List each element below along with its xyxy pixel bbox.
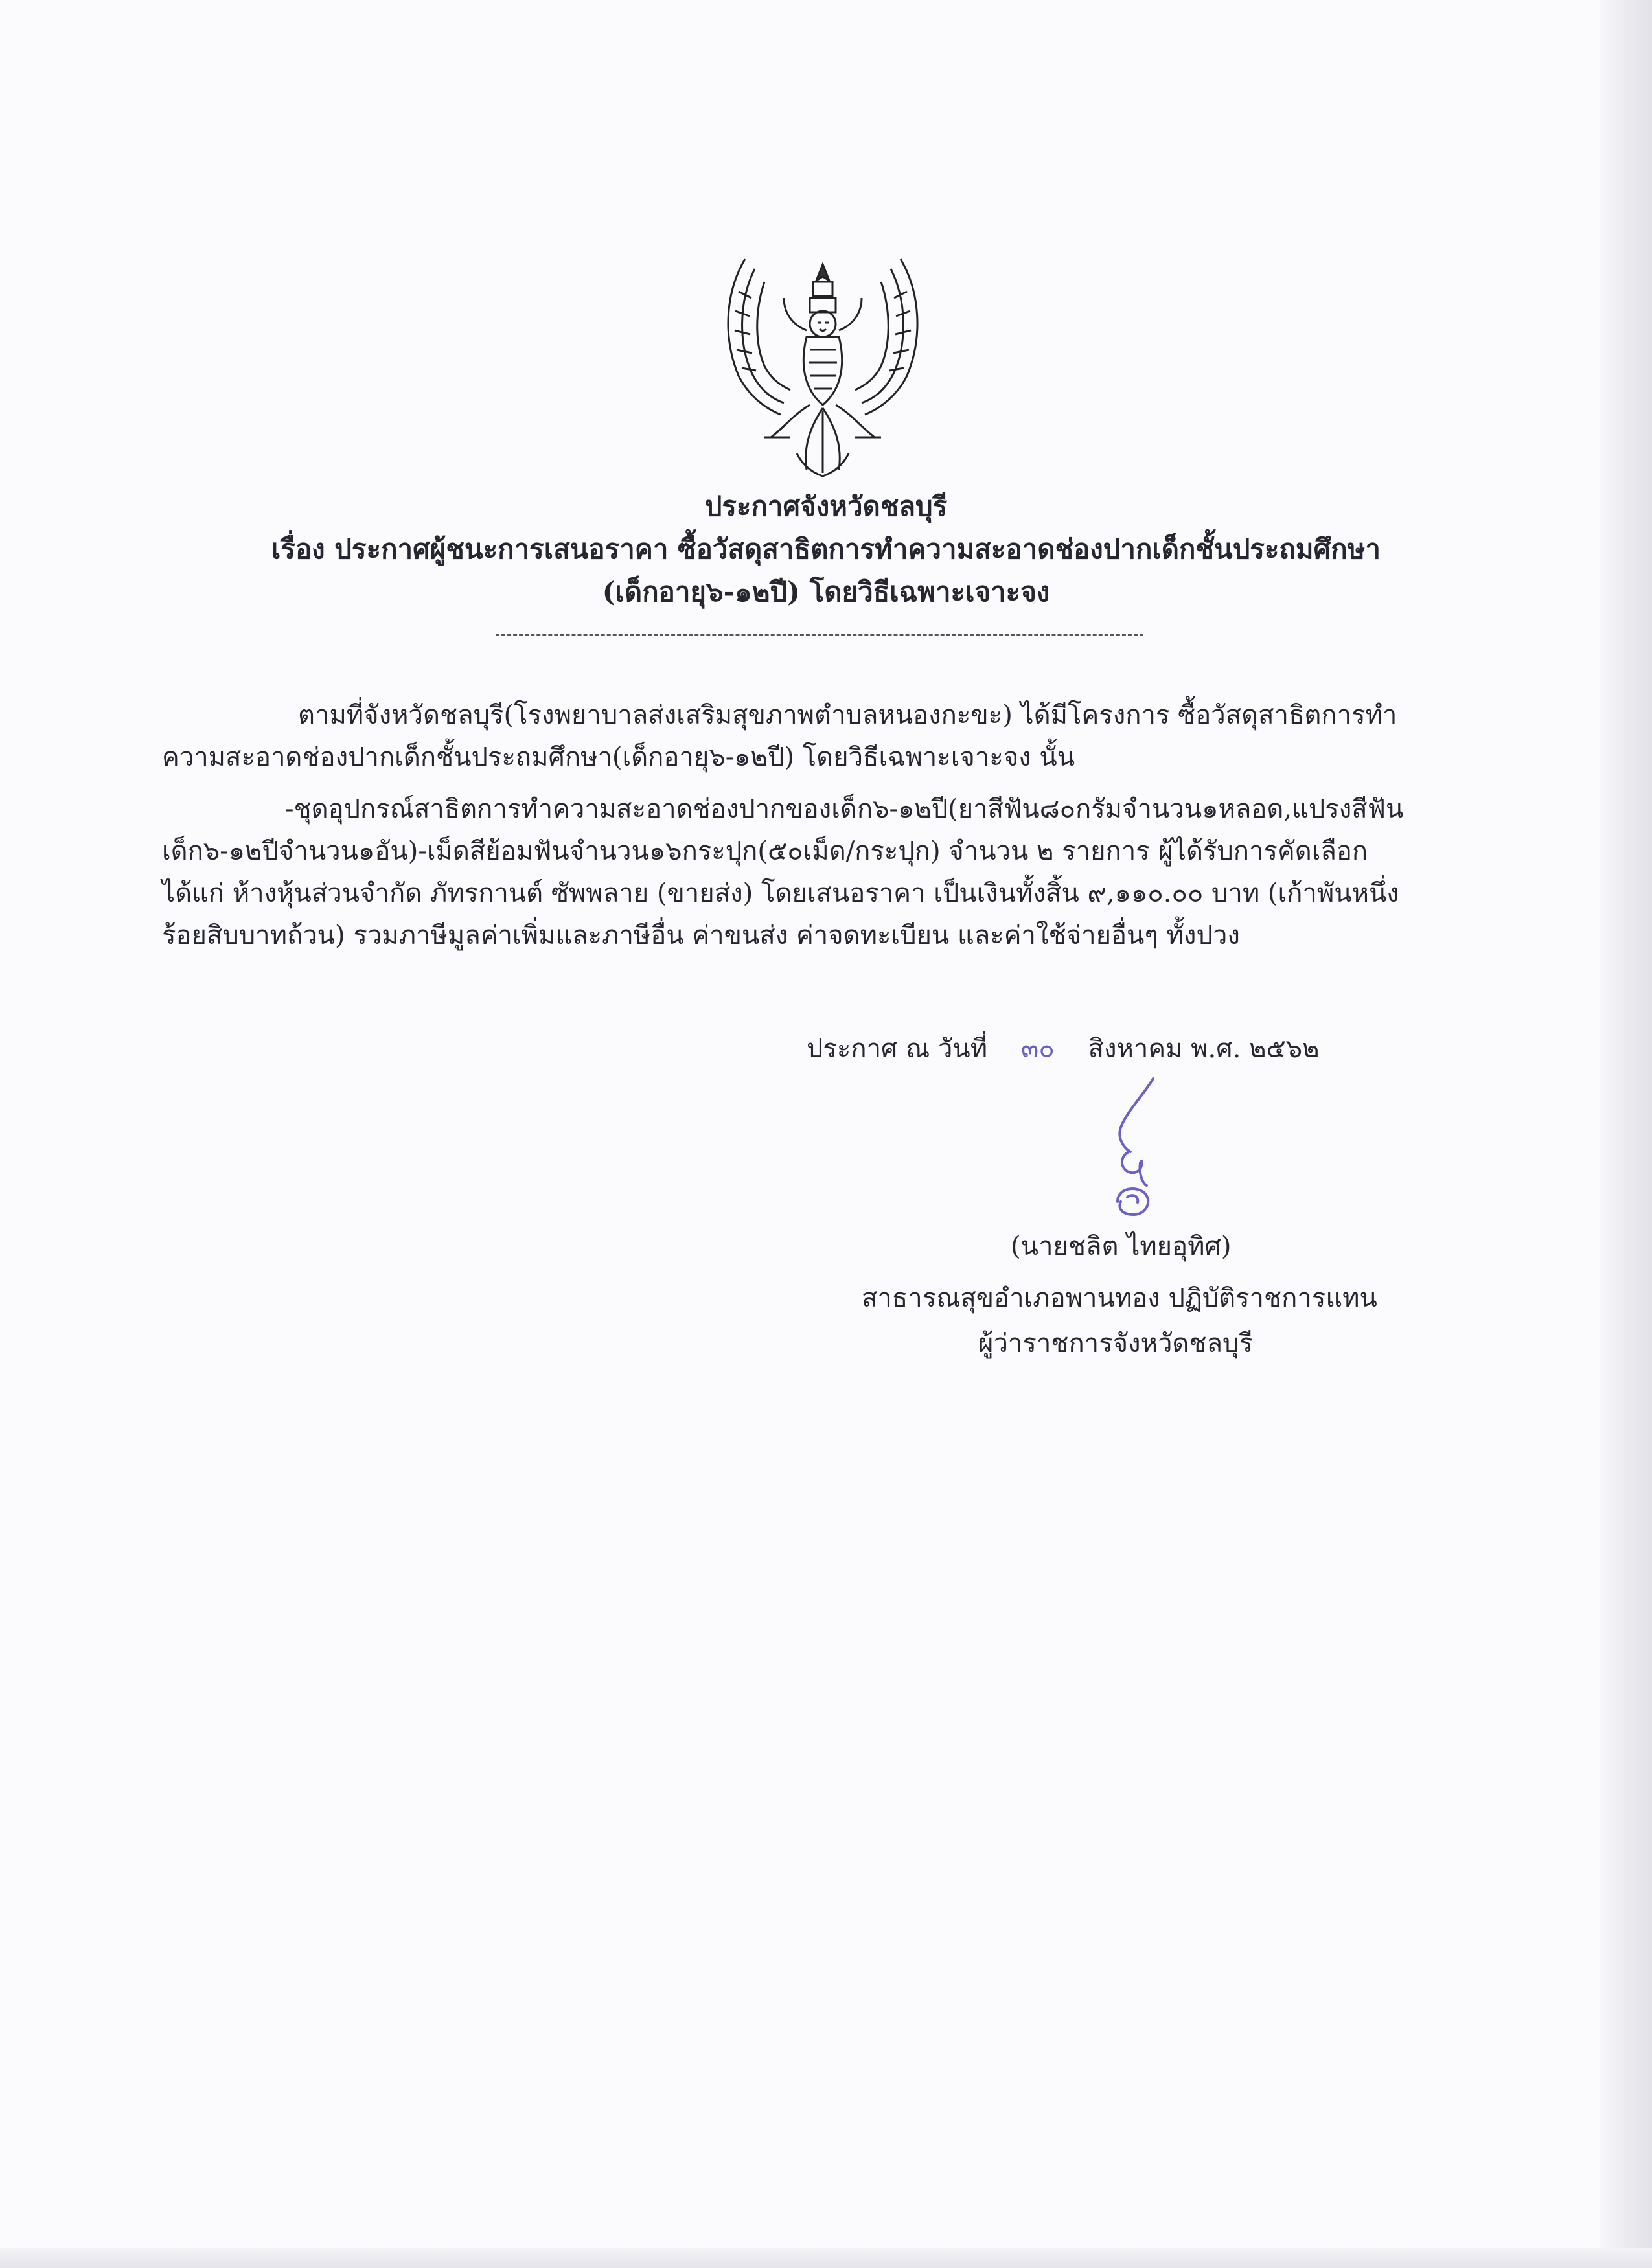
- paragraph-1-line-2: ความสะอาดช่องปากเด็กชั้นประถมศึกษา(เด็กอายุ๖-๑๒ปี) โดยวิธีเฉพาะเจาะจง นั้น: [162, 742, 1075, 772]
- scan-edge-shadow: [1600, 0, 1652, 2268]
- announcement-title: ประกาศจังหวัดชลบุรี: [704, 490, 948, 522]
- signatory-position-2: ผู้ว่าราชการจังหวัดชลบุรี: [978, 1329, 1253, 1358]
- handwritten-signature-icon: [1082, 1075, 1179, 1224]
- date-line: [807, 1030, 1320, 1068]
- announcement-subject-cont: (เด็กอายุ๖-๑๒ปี) โดยวิธีเฉพาะเจาะจง: [602, 576, 1050, 608]
- scan-bottom-shadow: [0, 2248, 1652, 2268]
- paragraph-2-line-1: -ชุดอุปกรณ์สาธิตการทำความสะอาดช่องปากของเด็ก๖-๑๒ปี(ยาสีฟัน๘๐กรัมจำนวน๑หลอด,แปรงสีฟัน: [285, 794, 1404, 824]
- paragraph-1-line-1: ตามที่จังหวัดชลบุรี(โรงพยาบาลส่งเสริมสุขภาพตำบลหนองกะขะ) ได้มีโครงการ ซื้อวัสดุสาธิตการทำ: [298, 700, 1397, 730]
- handwritten-day: ๓๐: [1020, 1034, 1055, 1064]
- paragraph-2-line-2: เด็ก๖-๑๒ปีจำนวน๑อัน)-เม็ดสีย้อมฟันจำนวน๑๖กระปุก(๕๐เม็ด/กระปุก) จำนวน ๒ รายการ ผู้ได้รับการคัดเลือก: [162, 836, 1368, 866]
- garuda-emblem-icon: [719, 253, 926, 479]
- paragraph-2-line-3: ได้แก่ ห้างหุ้นส่วนจำกัด ภัทรกานต์ ซัพพลาย (ขายส่ง) โดยเสนอราคา เป็นเงินทั้งสิ้น ๙,๑๑๐.๐๐ บาท (เก้าพันหนึ่ง: [162, 878, 1399, 908]
- announcement-subject: เรื่อง ประกาศผู้ชนะการเสนอราคา ซื้อวัสดุสาธิตการทำความสะอาดช่องปากเด็กชั้นประถมศึกษา: [271, 533, 1381, 565]
- dashed-separator: [496, 634, 1143, 636]
- date-prefix: ประกาศ ณ วันที่: [807, 1034, 988, 1064]
- signatory-name: (นายชลิต ไทยอุทิศ): [1011, 1231, 1232, 1261]
- signatory-position-1: สาธารณสุขอำเภอพานทอง ปฏิบัติราชการแทน: [862, 1283, 1377, 1313]
- paragraph-2-line-4: ร้อยสิบบาทถ้วน) รวมภาษีมูลค่าเพิ่มและภาษีอื่น ค่าขนส่ง ค่าจดทะเบียน และค่าใช้จ่ายอื่นๆ ทั้งปวง: [162, 921, 1240, 950]
- date-month-year: สิงหาคม พ.ศ. ๒๕๖๒: [1088, 1034, 1320, 1064]
